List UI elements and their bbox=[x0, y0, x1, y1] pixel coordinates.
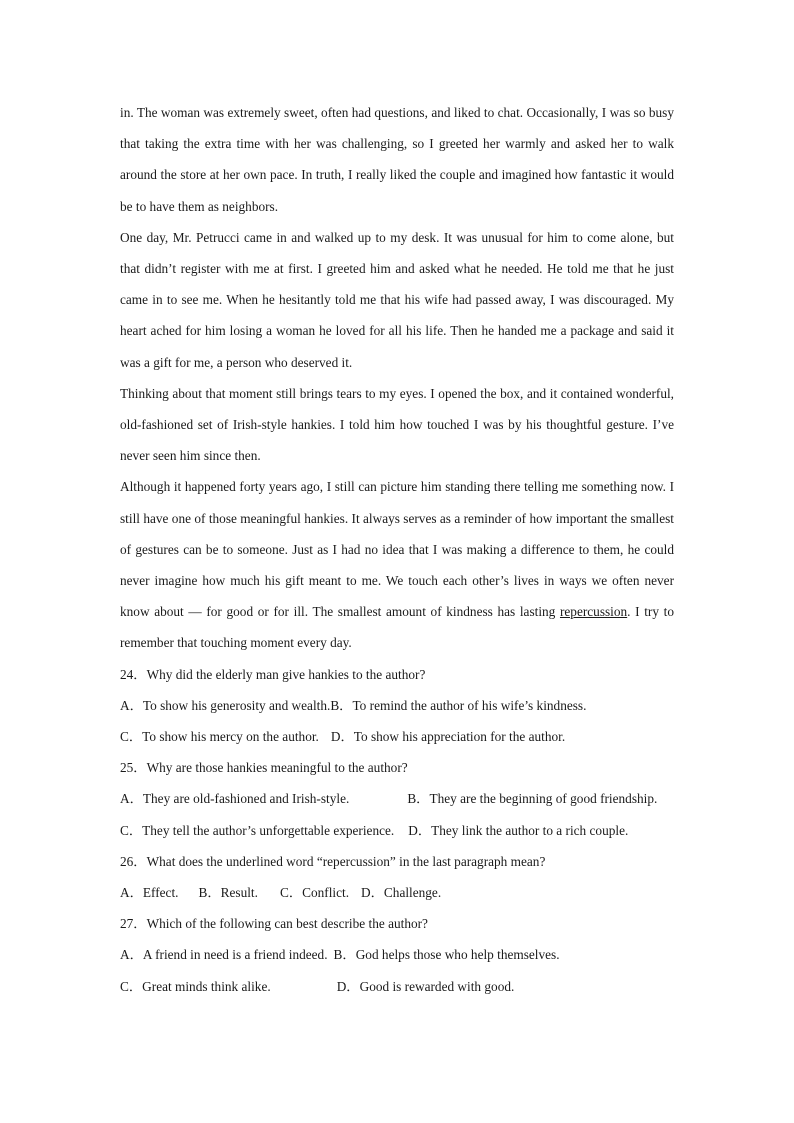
question-24-option-a: A．To show his generosity and wealth. bbox=[120, 697, 331, 713]
question-26-option-d: D．Challenge. bbox=[361, 885, 442, 901]
document-content bbox=[120, 97, 674, 1002]
question-25-option-a: A．They are old-fashioned and Irish-style. bbox=[120, 791, 350, 807]
question-25-options-ab bbox=[120, 783, 674, 814]
question-25-stem: 25．Why are those hankies meaningful to the author? bbox=[120, 760, 408, 776]
question-27-option-b: B．God helps those who help themselves. bbox=[333, 947, 560, 963]
paragraph-4-ending: . I try to remember that touching moment every day. bbox=[120, 604, 674, 651]
question-26-option-c: C．Conflict. bbox=[279, 885, 350, 901]
question-27-options-ab bbox=[120, 939, 674, 970]
underlined-word-repercussion: repercussion bbox=[559, 604, 628, 620]
question-27-stem: 27．Which of the following can best describe the author? bbox=[120, 916, 428, 932]
question-27-options-cd bbox=[120, 971, 674, 1002]
question-26-option-a: A．Effect. bbox=[120, 885, 179, 901]
paragraph-4-text: Although it happened forty years ago, I still can picture him standing there telling me something now. I still have one of those meaningful hankies. It always serves as a reminder of how important the smallest of gestures can be to someone. Just as I had no idea that I was making a difference to them, he could never imagine how much his gift meant to me. We touch each other’s lives in ways we often never know about — for good or for ill. The smallest amount of kindness has lasting bbox=[120, 479, 674, 620]
question-24-option-b: B．To remind the author of his wife’s kindness. bbox=[330, 697, 587, 713]
passage-paragraph-1: in. The woman was extremely sweet, often had questions, and liked to chat. Occasionally, I was so busy that taking the extra time with her was challenging, so I greeted her warmly and asked her to walk around the store at her own pace. In truth, I really liked the couple and imagined how fantastic it would be to have them as neighbors. bbox=[120, 105, 674, 214]
question-25-options-cd bbox=[120, 815, 674, 846]
question-24-stem: 24．Why did the elderly man give hankies to the author? bbox=[120, 666, 426, 682]
question-25-option-b: B．They are the beginning of good friendship. bbox=[407, 791, 658, 807]
question-27-option-a: A．A friend in need is a friend indeed. bbox=[120, 947, 328, 963]
question-27-option-d: D．Good is rewarded with good. bbox=[336, 978, 515, 994]
question-26-options bbox=[120, 877, 674, 908]
question-27-option-c: C．Great minds think alike. bbox=[120, 978, 271, 994]
question-24-option-d: D．To show his appreciation for the author. bbox=[330, 729, 566, 745]
question-26-stem: 26．What does the underlined word “repercussion” in the last paragraph mean? bbox=[120, 853, 546, 869]
passage-paragraph-2: One day, Mr. Petrucci came in and walked up to my desk. It was unusual for him to come alone, but that didn’t register with me at first. I greeted him and asked what he needed. He told me that he just came in to see me. When he hesitantly told me that his wife had passed away, I was discouraged. My heart ached for him losing a woman he loved for all his life. Then he handed me a package and said it was a gift for me, a person who deserved it. bbox=[120, 229, 674, 370]
question-24-options-ab bbox=[120, 690, 674, 721]
passage-paragraph-3: Thinking about that moment still brings tears to my eyes. I opened the box, and it contained wonderful, old-fashioned set of Irish-style hankies. I told him how touched I was by his thoughtful gesture. I’ve never seen him since then. bbox=[120, 385, 674, 464]
question-24-option-c: C．To show his mercy on the author. bbox=[120, 729, 319, 745]
question-26-option-b: B．Result. bbox=[198, 885, 258, 901]
question-24-options-cd bbox=[120, 721, 674, 752]
question-25-option-c: C．They tell the author’s unforgettable experience. bbox=[120, 822, 395, 838]
question-25-option-d: D．They link the author to a rich couple. bbox=[408, 822, 629, 838]
passage-paragraph-4 bbox=[120, 471, 674, 658]
